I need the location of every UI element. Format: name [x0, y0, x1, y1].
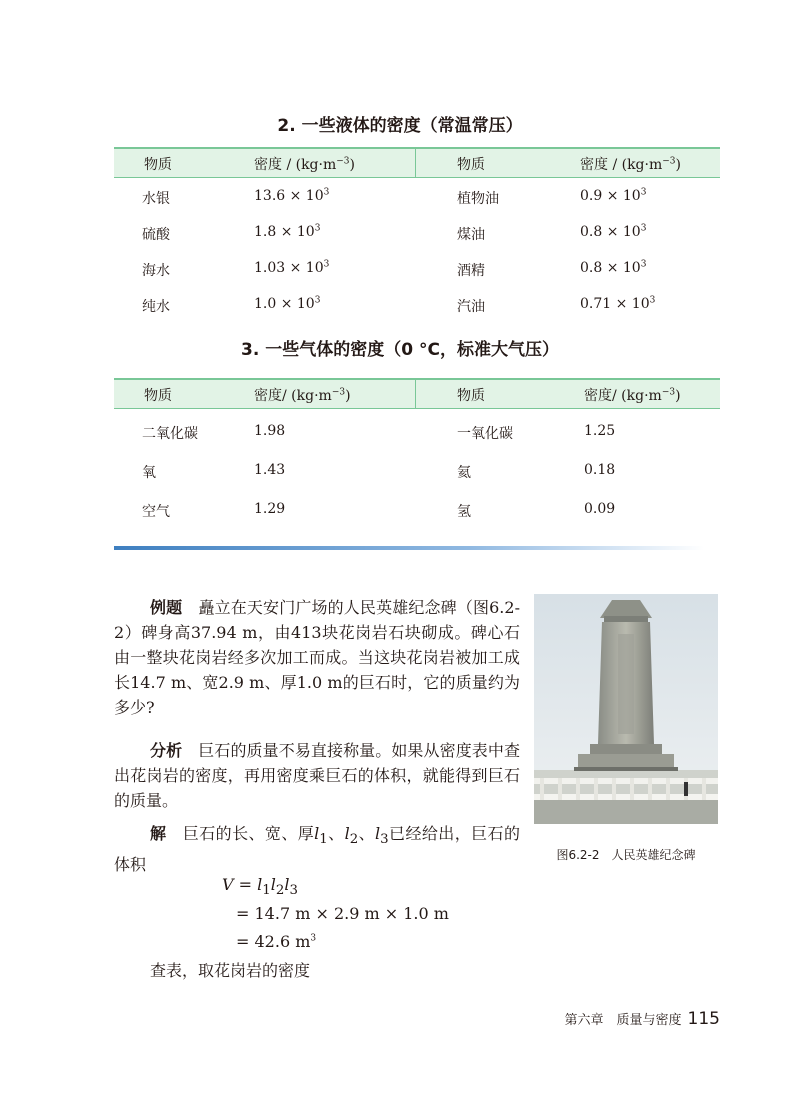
volume-formula-line2: = 14.7 m × 2.9 m × 1.0 m: [236, 904, 449, 923]
substance-name: 海水: [142, 263, 170, 279]
solution-text: 巨石的长、宽、厚: [182, 824, 315, 843]
density-value: 1.43: [254, 462, 286, 478]
sep: 、: [327, 824, 345, 843]
density-value: $0.71 \times 10^3$: [580, 295, 656, 312]
var-l: l: [270, 875, 276, 894]
example-paragraph: [114, 595, 520, 720]
density-value: $13.6 \times 10^3$: [254, 187, 330, 204]
density-value: $0.8 \times 10^3$: [580, 259, 647, 276]
table-row: [114, 501, 720, 521]
sub-1: 1: [319, 832, 328, 848]
volume-formula: [222, 875, 298, 898]
figure-caption: 图6.2-2 人民英雄纪念碑: [556, 848, 696, 862]
substance-name: 硫酸: [142, 227, 170, 243]
var-l: l: [344, 824, 350, 843]
density-value: $1.03 \times 10^3$: [254, 259, 330, 276]
eq-lhs: V =: [222, 875, 258, 894]
table-row: [114, 296, 720, 316]
solution-text-after: 已经给出，巨石的体积: [114, 824, 520, 875]
sub-2: 2: [349, 832, 359, 848]
page-number: 115: [687, 1009, 720, 1029]
density-value: 1.29: [254, 501, 286, 517]
substance-name: 空气: [142, 504, 170, 520]
liquid-header-substance-1: 物质: [144, 157, 172, 173]
substance-name: 纯水: [142, 299, 170, 315]
page-footer: [565, 1009, 720, 1029]
var-l: l: [284, 875, 290, 894]
chapter-title: 第六章 质量与密度: [564, 1013, 682, 1028]
density-value: 0.09: [584, 501, 616, 517]
solution-label: 解: [150, 824, 167, 843]
sub-3: 3: [380, 832, 389, 848]
substance-name: 煤油: [457, 227, 485, 243]
gas-header-substance-2: 物质: [457, 388, 485, 404]
liquid-table-title: 2. 一些液体的密度（常温常压）: [277, 116, 523, 136]
sub-1: 1: [262, 883, 271, 899]
example-text: 矗立在天安门广场的人民英雄纪念碑（图6.2-2）碑身高37.94 m，由413块花岗岩石块砌成。碑心石由一整块花岗岩经多次加工而成。当这块花岗岩被加工成长14.7 m、宽2.9 m、厚1.0 m的巨石时，它的质量约为多少?: [114, 598, 520, 717]
density-value: $0.9 \times 10^3$: [580, 187, 647, 204]
gas-table-header: [114, 378, 720, 409]
gas-header-density-1: 密度/ $(kg\cdot m^{-3})$: [254, 387, 351, 404]
liquid-table-header: [114, 147, 720, 178]
analysis-label: 分析: [150, 741, 183, 760]
analysis-paragraph: [114, 738, 520, 813]
gas-header-density-2: 密度/ $(kg\cdot m^{-3})$: [584, 387, 681, 404]
substance-name: 酒精: [457, 263, 485, 279]
substance-name: 二氧化碳: [142, 426, 198, 442]
substance-name: 一氧化碳: [457, 426, 513, 442]
var-l: l: [257, 875, 263, 894]
sub-3: 3: [289, 883, 298, 899]
density-value: $1.0 \times 10^3$: [254, 295, 321, 312]
density-value: 0.18: [584, 462, 616, 478]
sub-2: 2: [275, 883, 285, 899]
table-row: [114, 188, 720, 208]
liquid-header-substance-2: 物质: [457, 157, 485, 173]
gas-table-title: 3. 一些气体的密度（0 °C，标准大气压）: [241, 340, 559, 360]
liquid-header-density-2: 密度 / $(kg\cdot m^{-3})$: [580, 156, 681, 173]
table-row: [114, 260, 720, 280]
var-l: l: [375, 824, 381, 843]
monument-photo: [534, 594, 718, 824]
substance-name: 植物油: [457, 191, 499, 207]
substance-name: 水银: [142, 191, 170, 207]
gas-header-substance-1: 物质: [144, 388, 172, 404]
substance-name: 氧: [142, 465, 156, 481]
liquid-header-density-1: 密度 / $(kg\cdot m^{-3})$: [254, 156, 355, 173]
volume-formula-line3: = 42.6 $m^3$: [236, 932, 317, 951]
substance-name: 氦: [457, 465, 471, 481]
monument-image: [534, 594, 718, 824]
density-value: $1.8 \times 10^3$: [254, 223, 321, 240]
header-divider: [415, 149, 416, 177]
density-value: 1.25: [584, 423, 616, 439]
substance-name: 汽油: [457, 299, 485, 315]
example-label: 例题: [150, 598, 183, 617]
density-value: 1.98: [254, 423, 286, 439]
solution-paragraph: [114, 821, 520, 877]
header-divider: [415, 380, 416, 408]
table-row: [114, 462, 720, 482]
section-divider: [114, 546, 704, 550]
substance-name: 氢: [457, 504, 471, 520]
density-value: $0.8 \times 10^3$: [580, 223, 647, 240]
var-l: l: [314, 824, 320, 843]
lookup-text: 查表，取花岗岩的密度: [150, 961, 311, 980]
table-row: [114, 423, 720, 443]
analysis-text: 巨石的质量不易直接称量。如果从密度表中查出花岗岩的密度，再用密度乘巨石的体积，就能得到巨石的质量。: [114, 741, 520, 810]
table-row: [114, 224, 720, 244]
sep: 、: [358, 824, 376, 843]
